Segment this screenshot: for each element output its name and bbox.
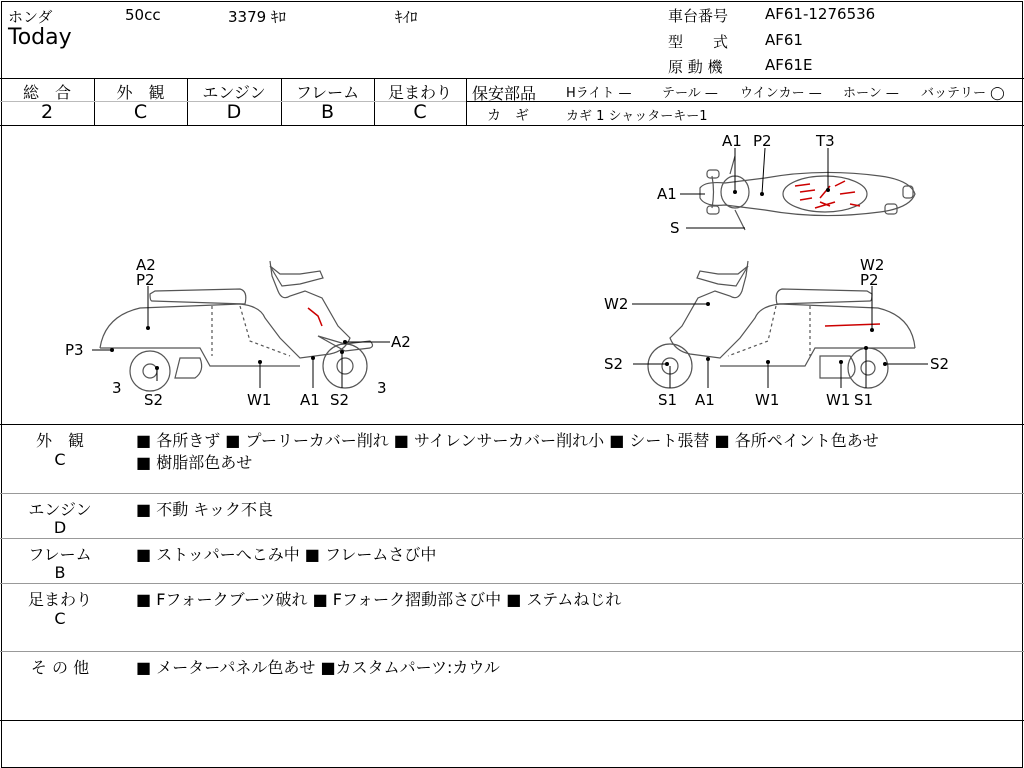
mileage: 3379 ｷﾛ [228, 8, 286, 26]
model-name: Today [8, 25, 72, 50]
remark-label: エンジン [28, 500, 92, 519]
safety-battery: バッテリー ◯ [921, 86, 1005, 101]
overall-value: 2 [40, 101, 54, 123]
label-left-w1: W1 [247, 391, 272, 409]
engine-model-label: 原 動 機 [668, 58, 723, 76]
remark-text: ■ 不動 キック不良 [136, 500, 273, 519]
safety-horn: ホーン — [843, 86, 899, 101]
key-label: カ ギ [487, 108, 529, 124]
safety-winker: ウインカー — [740, 86, 822, 101]
label-left-a1: A1 [300, 391, 320, 409]
remark-text: ■ Fフォークブーツ破れ ■ Fフォーク摺動部さび中 ■ ステムねじれ [136, 590, 622, 609]
damage-diagram [0, 126, 1024, 424]
label-top-s: S [670, 219, 680, 237]
remark-label: 足まわり [27, 590, 92, 609]
label-left-3b: 3 [377, 379, 387, 397]
label-right-s1b: S1 [854, 391, 874, 409]
label-right-w2: W2 [860, 256, 885, 274]
leader-lines [92, 148, 928, 388]
remark-text-2: ■ 樹脂部色あせ [136, 453, 253, 472]
label-top-t3: T3 [816, 132, 835, 150]
remark-grade: D [53, 518, 67, 537]
maker: ホンダ [8, 8, 53, 26]
label-left-3a: 3 [112, 379, 122, 397]
label-left-s2: S2 [144, 391, 164, 409]
label-left-s2b: S2 [330, 391, 350, 409]
safety-headlight: Hライト — [566, 86, 632, 101]
label-left-a2b: A2 [391, 333, 411, 351]
label-top-p2: P2 [753, 132, 772, 150]
remark-label: 外 観 [35, 431, 84, 450]
engine-grade-value: D [226, 101, 242, 123]
label-top-a1-left: A1 [657, 185, 677, 203]
label-left-p3: P3 [65, 341, 84, 359]
mileage-unit: ｷｲﾛ [395, 8, 418, 26]
label-right-p2: P2 [860, 271, 879, 289]
label-right-w2b: W2 [604, 295, 629, 313]
suspension-grade-value: C [413, 101, 427, 123]
remark-grade: C [54, 609, 66, 628]
suspension-grade-label: 足まわり [387, 83, 452, 102]
label-right-w1b: W1 [826, 391, 851, 409]
label-top-a1: A1 [722, 132, 742, 150]
remark-text: ■ メーターパネル色あせ ■カスタムパーツ:カウル [136, 658, 500, 677]
type-label: 型 式 [668, 33, 729, 51]
frame-number-label: 車台番号 [668, 7, 729, 25]
label-right-a1: A1 [695, 391, 715, 409]
key-value: カギ 1 シャッターキー1 [566, 109, 708, 124]
frame-grade-value: B [320, 101, 335, 123]
remark-label: フレーム [28, 545, 92, 564]
exterior-value: C [133, 101, 148, 123]
displacement: 50cc [125, 6, 161, 24]
remark-label: そ の 他 [30, 658, 90, 677]
label-right-w1: W1 [755, 391, 780, 409]
label-right-s1: S1 [658, 391, 678, 409]
remark-text: ■ 各所きず ■ プーリーカバー削れ ■ サイレンサーカバー削れ小 ■ シート張替 ■ 各所ペイント色あせ [136, 431, 879, 450]
label-right-s2: S2 [604, 355, 624, 373]
label-left-a2: A2 [136, 256, 156, 274]
label-left-p2: P2 [136, 271, 155, 289]
exterior-label: 外 観 [116, 83, 165, 102]
engine-grade-label: エンジン [202, 83, 266, 102]
scooter-top-view [700, 156, 915, 230]
engine-model-value: AF61E [765, 56, 813, 74]
remark-grade: C [54, 450, 66, 469]
type-value: AF61 [765, 31, 803, 49]
frame-grade-label: フレーム [295, 83, 360, 102]
frame-number-value: AF61-1276536 [765, 5, 876, 23]
safety-tail: テール — [662, 86, 718, 101]
remark-text: ■ ストッパーへこみ中 ■ フレームさび中 [136, 545, 437, 564]
safety-title: 保安部品 [472, 84, 537, 103]
label-right-s2b: S2 [930, 355, 950, 373]
overall-label: 総 合 [22, 83, 71, 102]
remark-grade: B [54, 563, 66, 582]
